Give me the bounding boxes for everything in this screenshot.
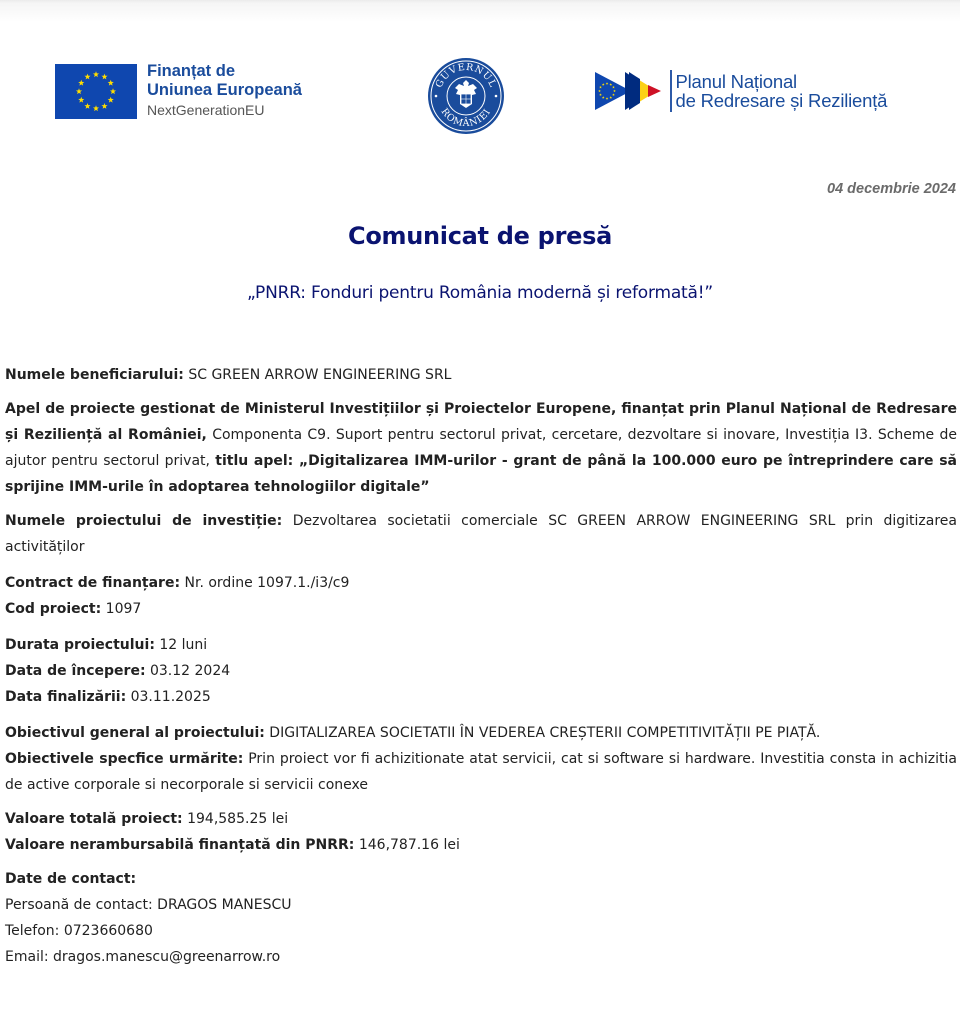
eu-star-icon — [101, 74, 107, 80]
contract-label: Contract de finanțare: — [5, 575, 181, 591]
specific-objectives-value: Prin proiect vor fi achizitionate atat servicii, cat si software si hardware. Investitia consta in achizitia de active corporale si necorporale si servicii conexe — [5, 751, 957, 793]
romanian-government-seal-icon — [426, 56, 506, 136]
eu-star-icon — [93, 71, 99, 77]
eu-flag-icon — [55, 64, 137, 119]
general-objective-line — [5, 720, 957, 746]
pnrr-logo-line2: de Redresare și Reziliență — [675, 90, 888, 111]
page-title: Comunicat de presă — [348, 222, 612, 250]
eu-star-icon — [84, 103, 90, 109]
duration-line — [5, 632, 957, 658]
project-name-label: Numele proiectului de investiție: — [5, 513, 283, 529]
eu-star-icon — [78, 97, 84, 103]
nonrefundable-value-amount: 146,787.16 lei — [354, 837, 460, 853]
general-objective-label: Obiectivul general al proiectului: — [5, 725, 265, 741]
contract-value: Nr. ordine 1097.1./i3/c9 — [180, 575, 350, 591]
general-objective-value: DIGITALIZAREA SOCIETATII ÎN VEDEREA CREȘTERII COMPETITIVITĂȚII PE PIAȚĂ. — [264, 725, 821, 741]
end-date-label: Data finalizării: — [5, 689, 127, 705]
project-name-value: Dezvoltarea societatii comerciale SC GREEN ARROW ENGINEERING SRL prin digitizarea activităților — [5, 513, 957, 555]
duration-value: 12 luni — [154, 637, 208, 653]
contract-line — [5, 570, 957, 596]
eu-star-icon — [110, 88, 116, 94]
total-value-amount: 194,585.25 lei — [182, 811, 289, 827]
total-value-label: Valoare totală proiect: — [5, 811, 183, 827]
specific-objectives-label: Obiectivele specfice urmărite: — [5, 751, 244, 767]
nonrefundable-value-line — [5, 832, 957, 858]
beneficiary-line — [5, 362, 957, 388]
nonrefundable-value-label: Valoare nerambursabilă finanțată din PNRR: — [5, 837, 355, 853]
svg-text:ROMÂNIEI: ROMÂNIEI — [438, 106, 494, 130]
contact-heading-text: Date de contact: — [5, 871, 137, 887]
press-release-date: 04 decembrie 2024 — [827, 181, 956, 197]
eu-logo-line1: Finanțat de — [147, 62, 236, 80]
beneficiary-label: Numele beneficiarului: — [5, 367, 184, 383]
call-bold-intro: Apel de proiecte gestionat de Ministerul Investițiilor și Proiectelor Europene, finanțat prin Planul Național de Redresare și Reziliență al României, — [5, 401, 957, 443]
start-date-line — [5, 658, 957, 684]
beneficiary-value: SC GREEN ARROW ENGINEERING SRL — [183, 367, 452, 383]
eu-funding-logo — [55, 64, 302, 121]
end-date-line — [5, 684, 957, 710]
svg-text:GUVERNUL: GUVERNUL — [433, 61, 499, 90]
contact-phone: Telefon: 0723660680 — [5, 923, 153, 939]
eu-star-icon — [108, 97, 114, 103]
contact-person: Persoană de contact: DRAGOS MANESCU — [5, 897, 292, 913]
call-title: titlu apel: „Digitalizarea IMM-urilor - grant de până la 100.000 euro pe întreprindere care să sprijine IMM-urile în adoptarea tehnologiilor digitale” — [5, 453, 957, 495]
project-code-line — [5, 596, 957, 622]
call-paragraph — [5, 396, 957, 500]
pnrr-separator — [670, 70, 672, 112]
start-date-label: Data de începere: — [5, 663, 146, 679]
logo-header — [0, 50, 960, 140]
press-release-body — [5, 362, 957, 970]
contact-email[interactable]: Email: dragos.manescu@greenarrow.ro — [5, 949, 281, 965]
specific-objectives-line — [5, 746, 957, 798]
contact-heading — [5, 866, 957, 892]
pnrr-logo-line1: Planul Național — [675, 71, 797, 92]
call-text: Componenta C9. Suport pentru sectorul privat, cercetare, dezvoltare si inovare, Investiția I3. Scheme de ajutor pentru sectorul privat, — [5, 427, 958, 469]
project-code-value: 1097 — [101, 601, 142, 617]
project-code-label: Cod proiect: — [5, 601, 102, 617]
page-subtitle: „PNRR: Fonduri pentru România modernă și reformată!” — [247, 283, 713, 303]
top-shadow-bar — [0, 0, 960, 22]
eu-logo-line3: NextGenerationEU — [147, 102, 265, 118]
eu-star-icon — [101, 103, 107, 109]
pnrr-logo — [595, 70, 887, 112]
eu-star-icon — [108, 80, 114, 86]
eu-star-icon — [78, 80, 84, 86]
eu-logo-line2: Uniunea Europeană — [147, 81, 302, 99]
eu-star-icon — [93, 105, 99, 111]
eu-star-icon — [76, 88, 82, 94]
end-date-value: 03.11.2025 — [126, 689, 211, 705]
pnrr-arrows-icon — [595, 70, 669, 112]
total-value-line — [5, 806, 957, 832]
duration-label: Durata proiectului: — [5, 637, 155, 653]
start-date-value: 03.12 2024 — [145, 663, 231, 679]
project-name-line — [5, 508, 957, 560]
eu-star-icon — [84, 74, 90, 80]
